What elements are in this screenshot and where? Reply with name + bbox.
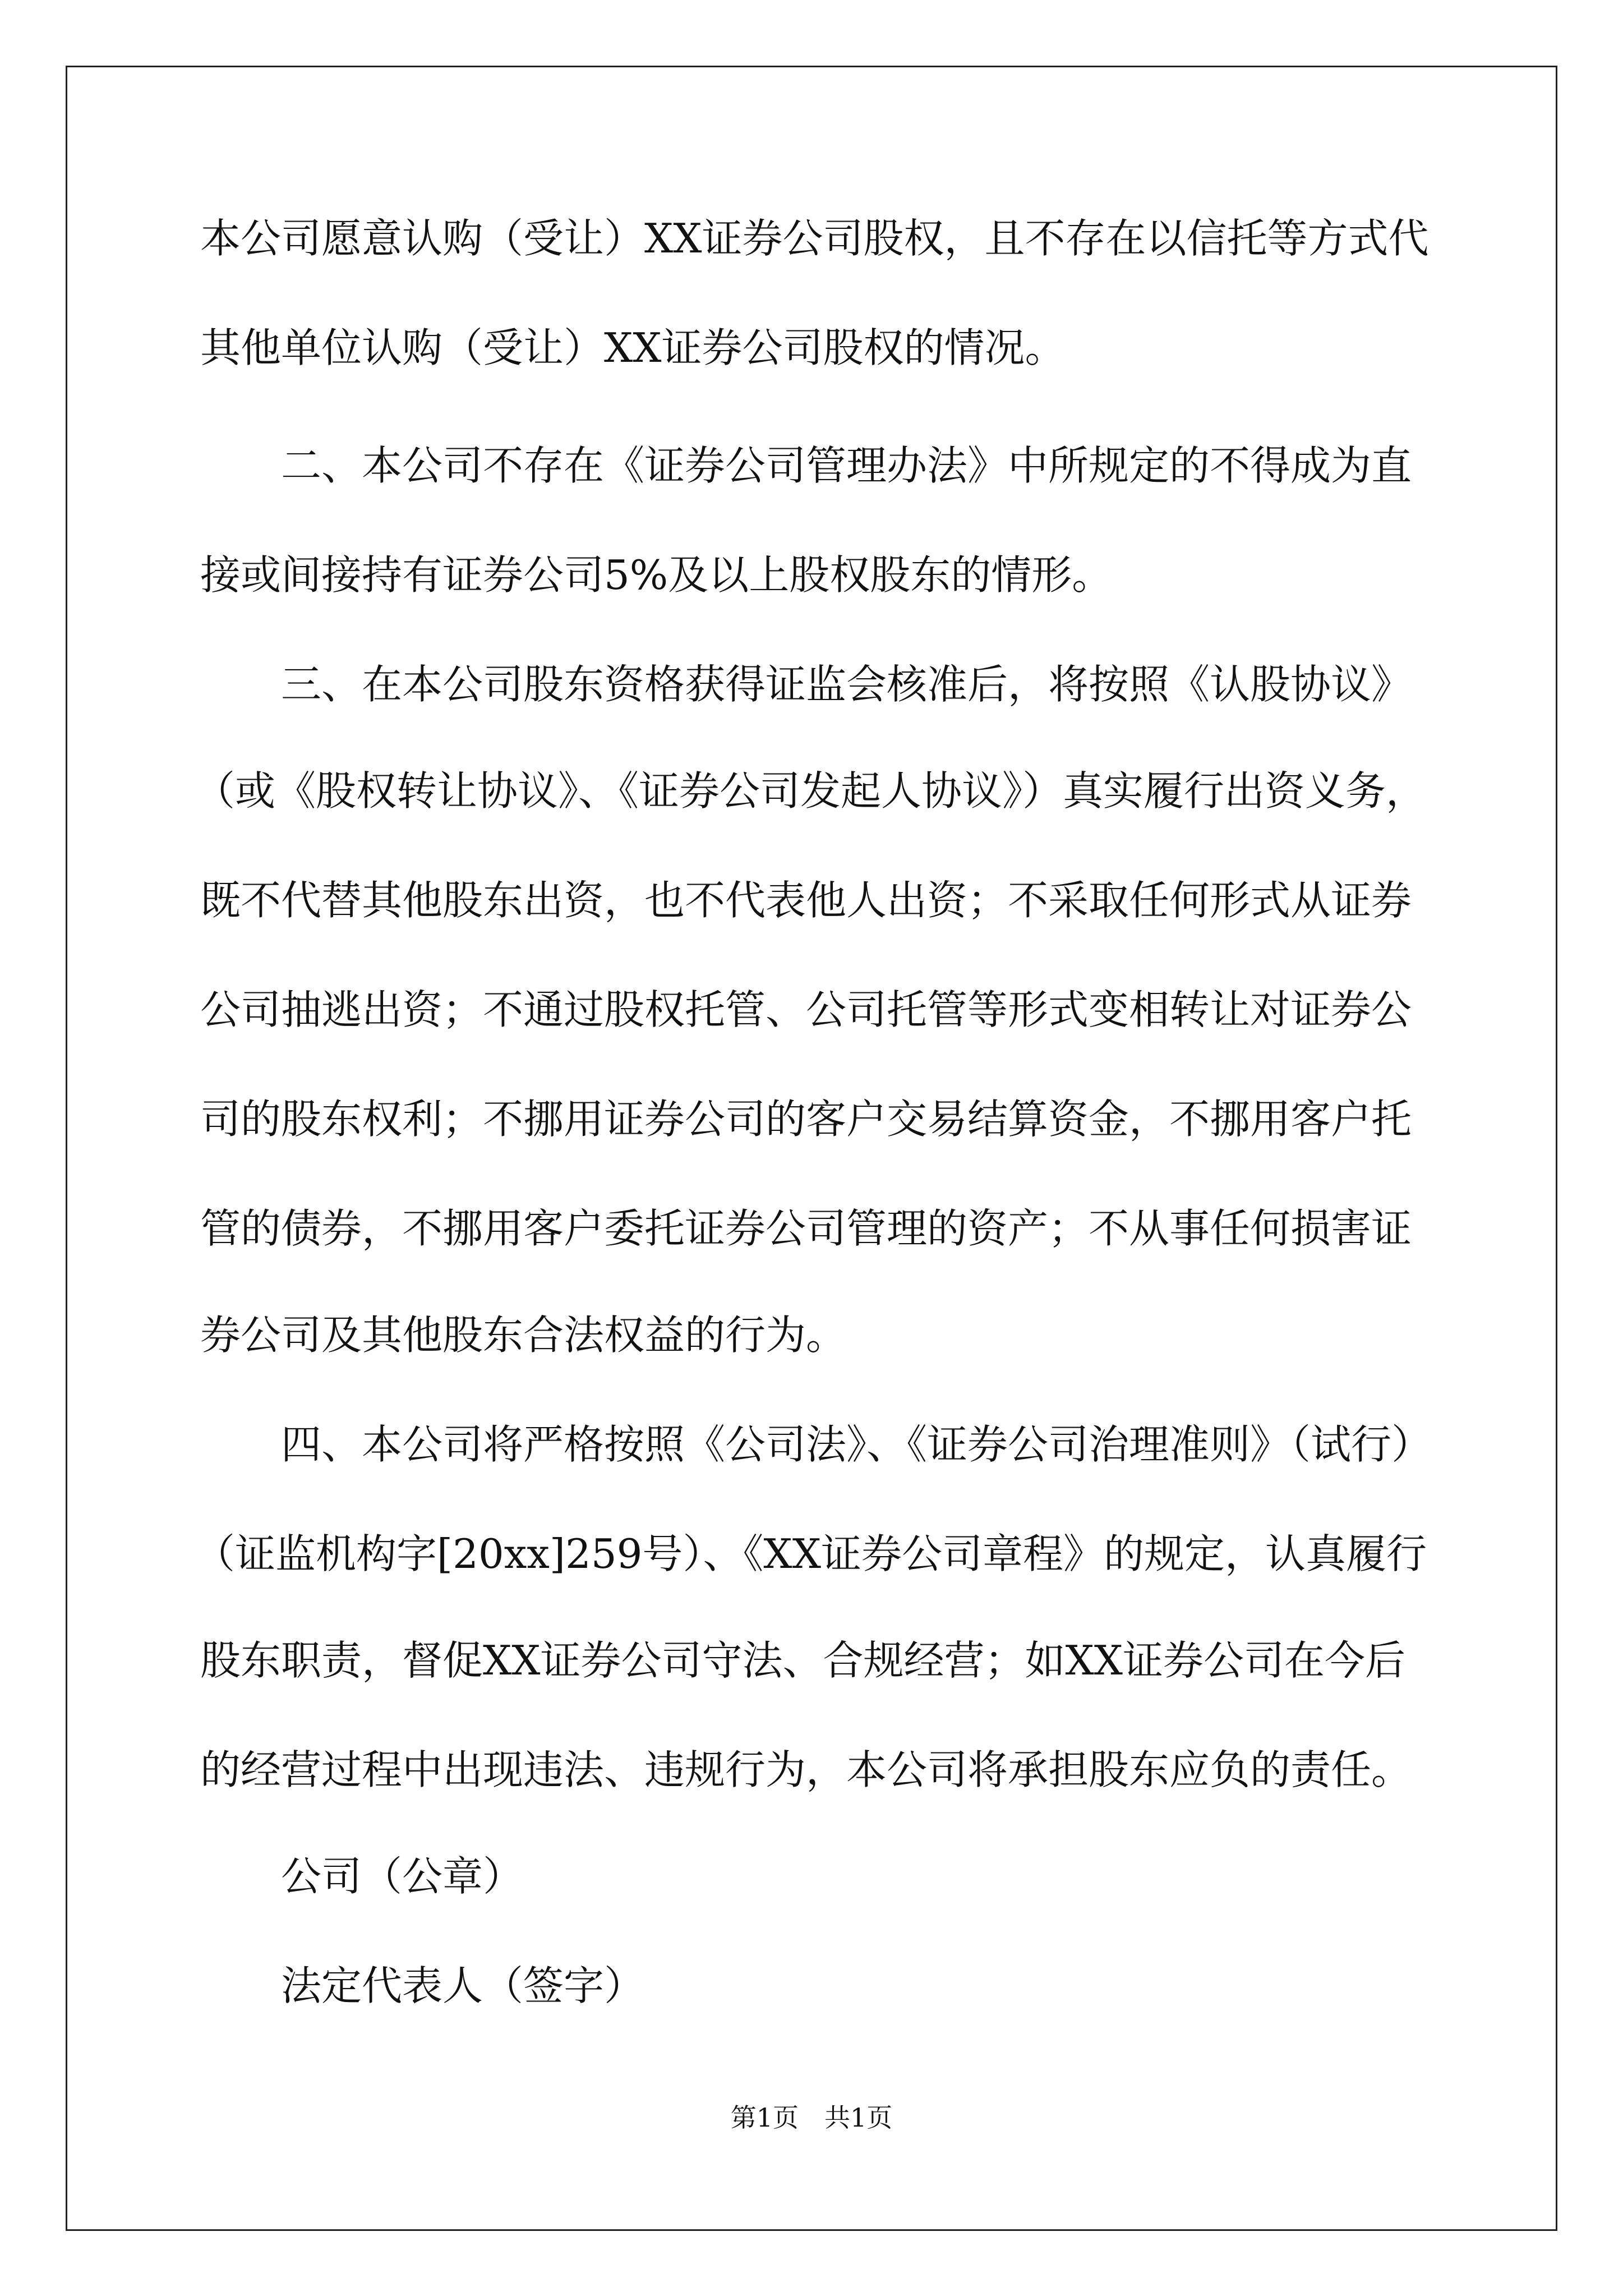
- text-line-3: 二、本公司不存在《证券公司管理办法》中所规定的不得成为直: [281, 442, 1412, 489]
- text-line-2: 其他单位认购（受让）XX证券公司股权的情况。: [200, 324, 1066, 371]
- text-line-7: 既不代替其他股东出资，也不代表他人出资；不采取任何形式从证券: [200, 877, 1412, 924]
- text-line-11: 券公司及其他股东合法权益的行为。: [200, 1312, 847, 1359]
- page-footer: 第1页 共1页: [730, 2102, 893, 2133]
- text-line-14: 股东职责，督促XX证券公司守法、合规经营；如XX证券公司在今后: [200, 1637, 1406, 1684]
- text-line-10: 管的债券，不挪用客户委托证券公司管理的资产；不从事任何损害证: [200, 1205, 1412, 1252]
- text-line-12: 四、本公司将严格按照《公司法》、《证券公司治理准则》（试行）: [281, 1421, 1432, 1468]
- text-line-6: （或《股权转让协议》、《证券公司发起人协议》）真实履行出资义务，: [195, 767, 1427, 815]
- legal-representative-signature-line: 法定代表人（签字）: [281, 1962, 645, 2009]
- text-line-13: （证监机构字[20xx]259号）、《XX证券公司章程》的规定，认真履行: [195, 1530, 1427, 1577]
- text-line-5: 三、在本公司股东资格获得证监会核准后，将按照《认股协议》: [281, 661, 1412, 708]
- text-line-8: 公司抽逃出资；不通过股权托管、公司托管等形式变相转让对证券公: [200, 986, 1412, 1033]
- text-line-1: 本公司愿意认购（受让）XX证券公司股权，且不存在以信托等方式代: [200, 215, 1429, 262]
- text-line-15: 的经营过程中出现违法、违规行为，本公司将承担股东应负的责任。: [200, 1746, 1412, 1793]
- text-line-4: 接或间接持有证券公司5%及以上股权股东的情形。: [200, 551, 1113, 599]
- company-seal-line: 公司（公章）: [281, 1853, 524, 1900]
- text-line-9: 司的股东权利；不挪用证券公司的客户交易结算资金，不挪用客户托: [200, 1096, 1412, 1143]
- page-border: [66, 66, 1557, 2231]
